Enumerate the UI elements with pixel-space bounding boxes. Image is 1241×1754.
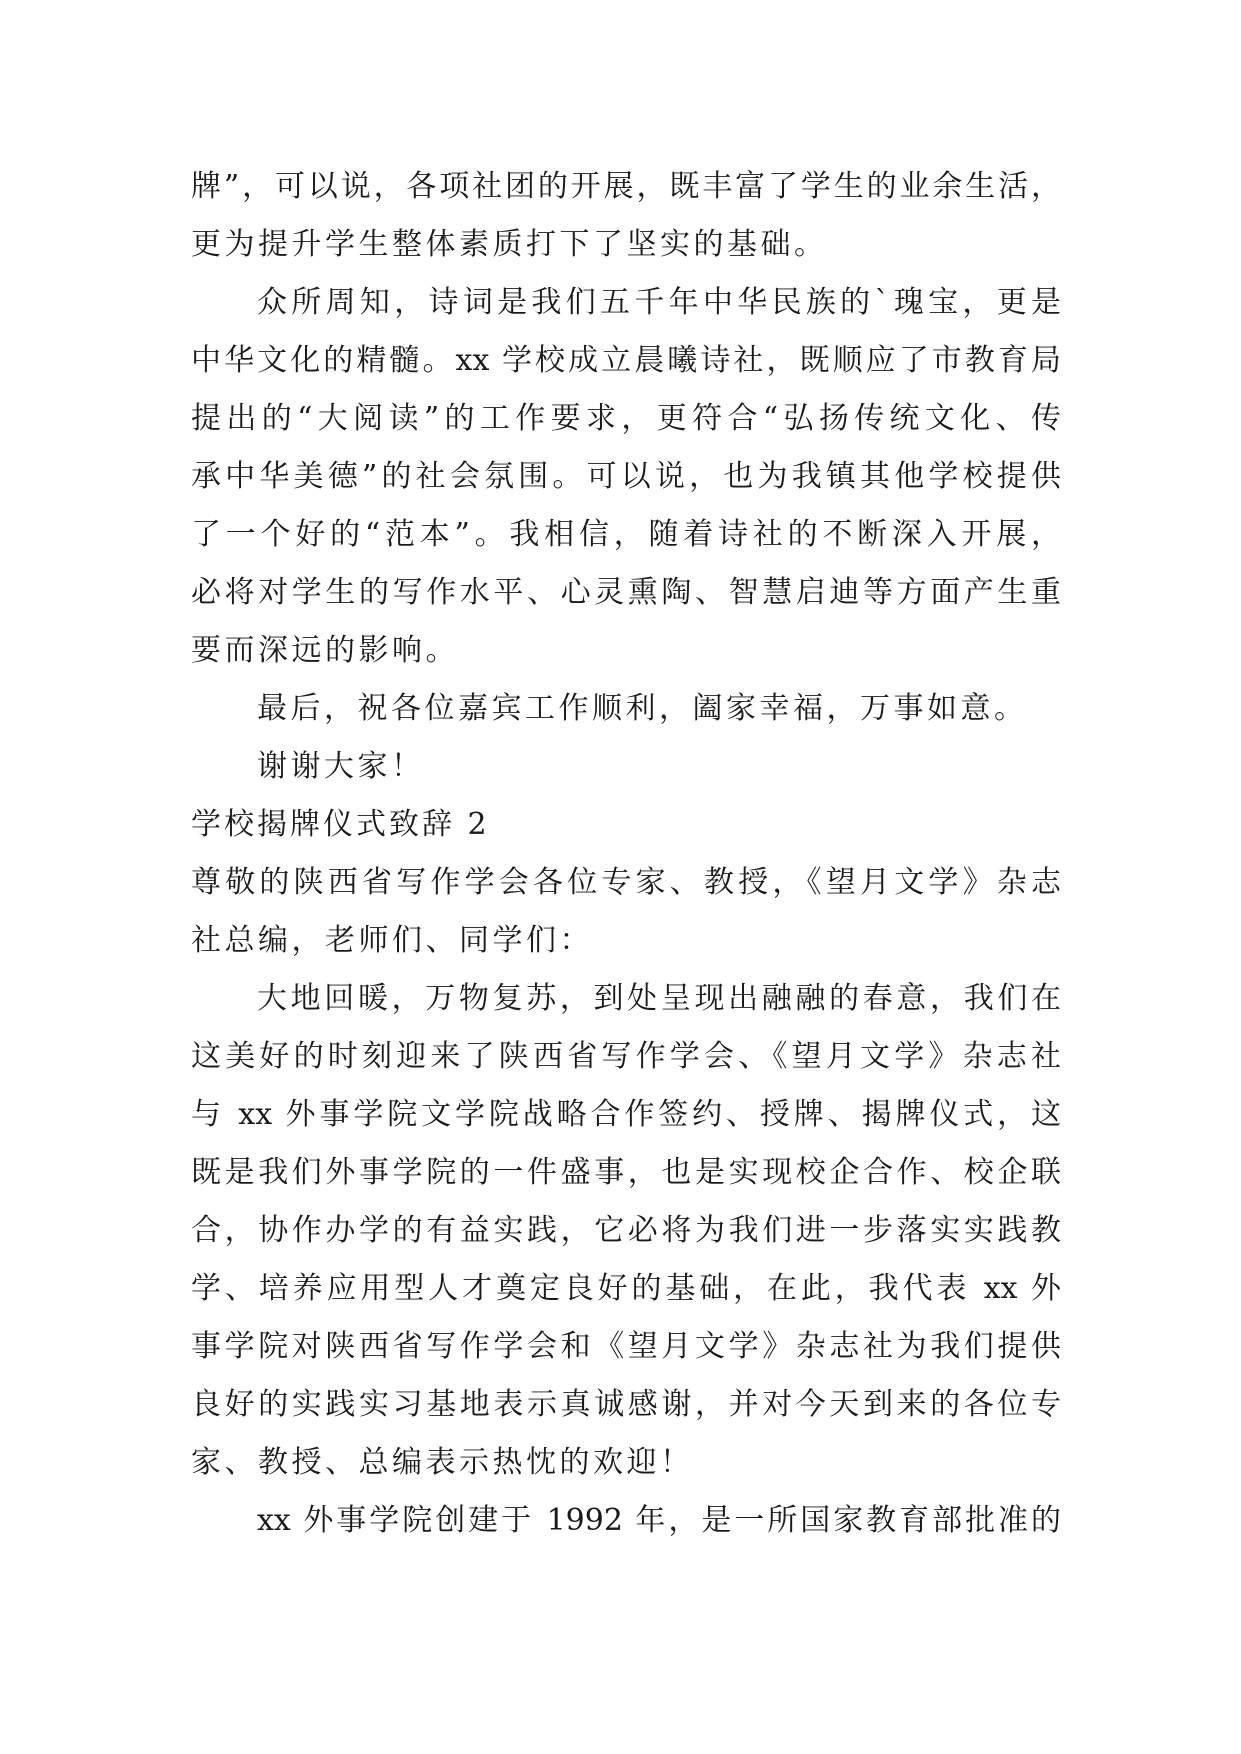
text-line: 大地回暖，万物复苏，到处呈现出融融的春意，我们在 [257, 981, 1061, 1016]
text-line: 事学院对陕西省写作学会和《望月文学》杂志社为我们提供 [191, 1329, 1061, 1364]
text-line: 合，协作办学的有益实践，它必将为我们进一步落实实践教 [191, 1213, 1061, 1248]
text-line: 承中华美德”的社会氛围。可以说，也为我镇其他学校提供 [191, 459, 1061, 494]
text-line: xx 外事学院创建于 1992 年，是一所国家教育部批准的 [257, 1503, 1061, 1538]
text-line: 中华文化的精髓。xx 学校成立晨曦诗社，既顺应了市教育局 [191, 343, 1061, 378]
text-line: 必将对学生的写作水平、心灵熏陶、智慧启迪等方面产生重 [191, 575, 1061, 610]
text-line: 提出的“大阅读”的工作要求，更符合“弘扬传统文化、传 [191, 401, 1061, 436]
text-line: 要而深远的影响。 [191, 633, 459, 668]
document-body [191, 158, 1061, 1550]
text-line: 牌”，可以说，各项社团的开展，既丰富了学生的业余生活， [191, 169, 1061, 204]
text-line: 更为提升学生整体素质打下了坚实的基础。 [191, 227, 828, 262]
text-line: 与 xx 外事学院文学院战略合作签约、授牌、揭牌仪式，这 [191, 1097, 1061, 1132]
text-line: 良好的实践实习基地表示真诚感谢，并对今天到来的各位专 [191, 1387, 1061, 1422]
text-line: 家、教授、总编表示热忱的欢迎！ [191, 1445, 694, 1480]
text-line: 既是我们外事学院的一件盛事，也是实现校企合作、校企联 [191, 1155, 1061, 1190]
text-line: 这美好的时刻迎来了陕西省写作学会、《望月文学》杂志社 [191, 1039, 1061, 1074]
text-line: 尊敬的陕西省写作学会各位专家、教授，《望月文学》杂志 [191, 865, 1061, 900]
text-line: 最后，祝各位嘉宾工作顺利，阖家幸福，万事如意。 [257, 691, 1028, 726]
text-line: 众所周知，诗词是我们五千年中华民族的`瑰宝，更是 [257, 285, 1061, 320]
text-line: 了一个好的“范本”。我相信，随着诗社的不断深入开展， [191, 517, 1061, 552]
text-line: 谢谢大家！ [257, 749, 425, 784]
section-heading: 学校揭牌仪式致辞 2 [191, 807, 490, 842]
text-line: 社总编，老师们、同学们： [191, 923, 593, 958]
text-line: 学、培养应用型人才奠定良好的基础，在此，我代表 xx 外 [191, 1271, 1061, 1306]
